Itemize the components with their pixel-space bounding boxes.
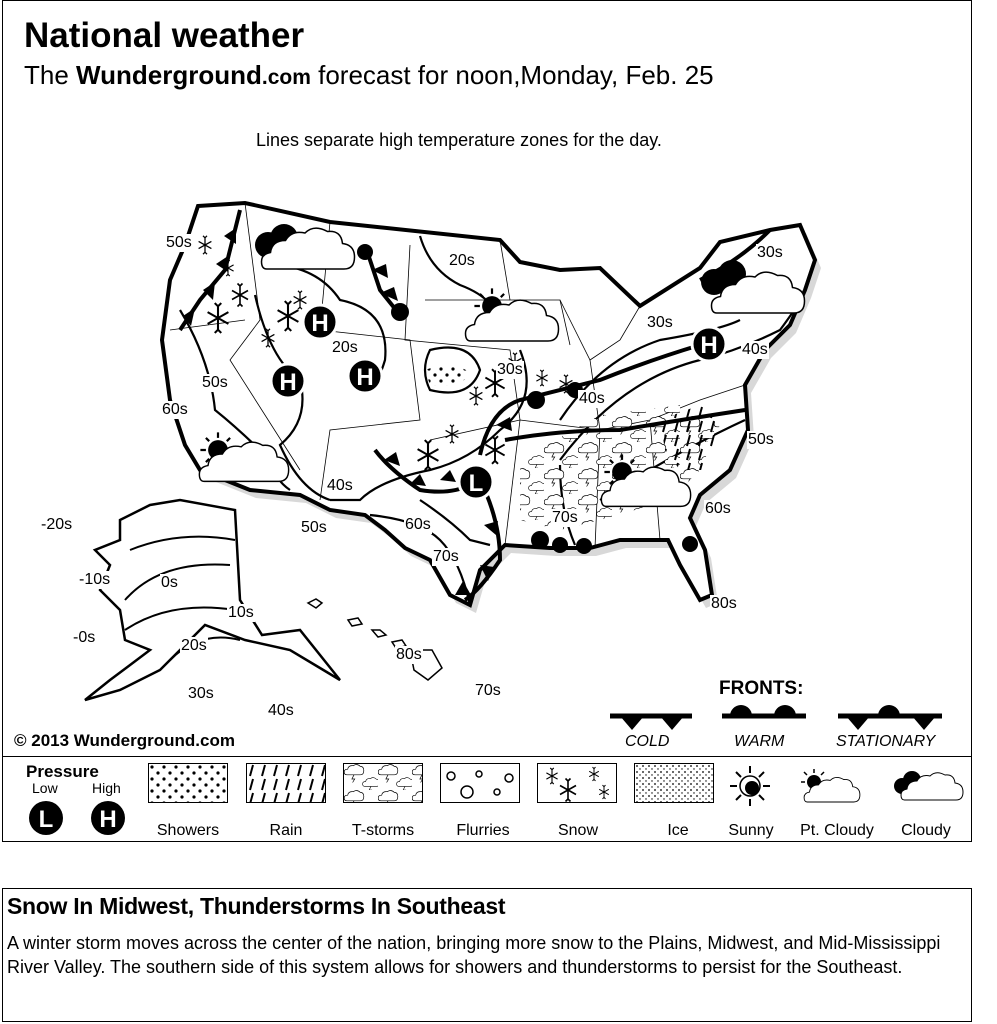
pressure-high bbox=[692, 327, 726, 361]
svg-text:H: H bbox=[311, 310, 329, 337]
pressure-legend-symbols bbox=[26, 798, 136, 838]
temp-label: 40s bbox=[579, 390, 605, 407]
front-label-stationary: STATIONARY bbox=[836, 733, 936, 750]
temp-label: 40s bbox=[268, 702, 294, 719]
temp-label: 50s bbox=[166, 234, 192, 251]
fronts-legend-title: FRONTS: bbox=[719, 678, 804, 699]
svg-text:H: H bbox=[279, 369, 297, 396]
temp-label: 50s bbox=[748, 431, 774, 448]
temp-label: 70s bbox=[475, 682, 501, 699]
subtitle-brand: Wunderground bbox=[76, 60, 262, 90]
map-note: Lines separate high temperature zones for the day. bbox=[256, 130, 662, 150]
subtitle-prefix: The bbox=[24, 60, 77, 90]
svg-text:H: H bbox=[99, 806, 117, 833]
flurries-swatch bbox=[440, 763, 520, 803]
pressure-low-label: Low bbox=[32, 780, 58, 796]
story-headline: Snow In Midwest, Thunderstorms In Southeast bbox=[7, 893, 506, 919]
sun-icon bbox=[730, 764, 770, 808]
snow-swatch bbox=[537, 763, 617, 803]
temp-label: 20s bbox=[181, 637, 207, 654]
temp-label: 80s bbox=[396, 646, 422, 663]
pressure-high-label: High bbox=[92, 780, 121, 796]
temp-label: 20s bbox=[332, 339, 358, 356]
temp-label: 30s bbox=[188, 685, 214, 702]
front-legend-symbols bbox=[610, 705, 942, 730]
pressure-high bbox=[303, 305, 337, 339]
tstorms-swatch bbox=[343, 763, 423, 803]
temp-label: 20s bbox=[449, 252, 475, 269]
temp-label: 60s bbox=[162, 401, 188, 418]
partly-cloudy-icon bbox=[796, 766, 862, 810]
svg-text:L: L bbox=[38, 806, 54, 833]
subtitle-dotcom: .com bbox=[261, 66, 311, 89]
temp-label: 70s bbox=[433, 548, 459, 565]
temp-label: 30s bbox=[757, 244, 783, 261]
forecast-story bbox=[2, 888, 972, 1022]
legend-label-showers: Showers bbox=[156, 822, 220, 839]
temp-label: 60s bbox=[405, 516, 431, 533]
story-body: A winter storm moves across the center of the nation, bringing more snow to the Plains, Midwest, and Mid-Mississippi River Valley. The southern side of this system allows for showers and thunderstorms to persist for the Southeast. bbox=[7, 933, 941, 977]
temp-label: -10s bbox=[79, 571, 111, 588]
legend-label-snow: Snow bbox=[557, 822, 599, 839]
legend-label-sunny: Sunny bbox=[728, 822, 774, 839]
temp-label: 10s bbox=[228, 604, 254, 621]
temp-label: 30s bbox=[647, 314, 673, 331]
pressure-low bbox=[459, 465, 493, 499]
high-pressure-icon bbox=[91, 801, 125, 835]
temp-label: 50s bbox=[301, 519, 327, 536]
temp-label: 30s bbox=[497, 361, 523, 378]
temp-label: 70s bbox=[552, 509, 578, 526]
legend-divider bbox=[2, 756, 972, 757]
legend-label-pt-cloudy: Pt. Cloudy bbox=[800, 822, 874, 839]
front-label-cold: COLD bbox=[625, 733, 670, 750]
temp-label: -20s bbox=[41, 516, 73, 533]
temp-label: -0s bbox=[73, 629, 96, 646]
showers-swatch bbox=[148, 763, 228, 803]
front-label-warm: WARM bbox=[734, 733, 785, 750]
legend-label-rain: Rain bbox=[269, 822, 303, 839]
pressure-high bbox=[348, 359, 382, 393]
legend-label-tstorms: T-storms bbox=[351, 822, 415, 839]
temp-label: 40s bbox=[742, 341, 768, 358]
legend-label-cloudy: Cloudy bbox=[901, 822, 951, 839]
svg-text:H: H bbox=[356, 364, 374, 391]
subtitle-suffix: forecast for noon,Monday, Feb. 25 bbox=[310, 60, 714, 90]
cloudy-icon bbox=[890, 768, 964, 808]
copyright: © 2013 Wunderground.com bbox=[14, 731, 235, 750]
temp-label: 0s bbox=[161, 574, 178, 591]
legend-label-ice: Ice bbox=[667, 822, 689, 839]
pressure-high bbox=[271, 364, 305, 398]
pressure-legend-title: Pressure bbox=[26, 762, 99, 781]
svg-text:H: H bbox=[700, 332, 718, 359]
ice-swatch bbox=[634, 763, 714, 803]
temp-label: 60s bbox=[705, 500, 731, 517]
temp-label: 50s bbox=[202, 374, 228, 391]
temp-label: 40s bbox=[327, 477, 353, 494]
svg-text:L: L bbox=[468, 470, 484, 497]
rain-swatch bbox=[246, 763, 326, 803]
low-pressure-icon bbox=[29, 801, 63, 835]
page-title: National weather bbox=[24, 16, 305, 55]
temp-label: 80s bbox=[711, 595, 737, 612]
legend-label-flurries: Flurries bbox=[456, 822, 510, 839]
